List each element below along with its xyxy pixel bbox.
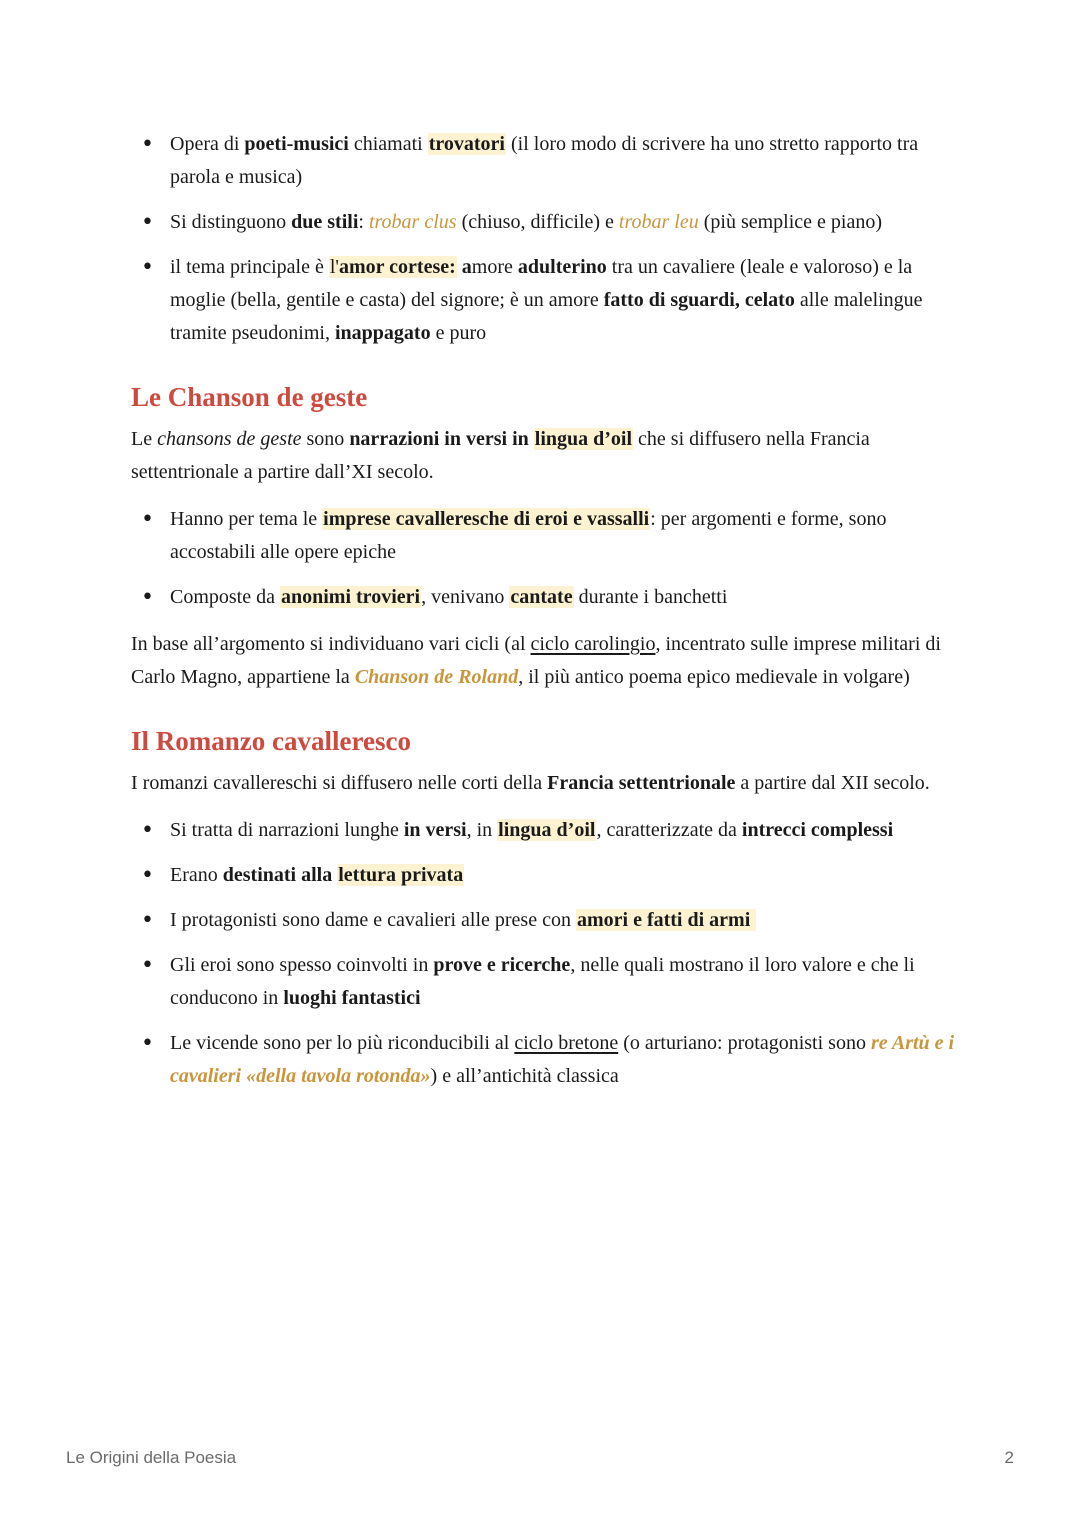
list-item: • Si tratta di narrazioni lunghe in versi, in lingua d’oil, caratterizzate da intrecci complessi [131,814,961,847]
section-heading: Le Chanson de geste [131,382,368,412]
list-item: • Erano destinati alla lettura privata [131,859,961,892]
list-item: • Si distinguono due stili: trobar clus (chiuso, difficile) e trobar leu (più semplice e piano) [131,206,961,239]
chanson-list [131,503,961,614]
section-heading: Il Romanzo cavalleresco [131,726,411,756]
paragraph: I romanzi cavallereschi si diffusero nelle corti della Francia settentrionale a partire dal XII secolo. [131,772,930,794]
page-number: 2 [1004,1448,1014,1467]
list-item: • Hanno per tema le imprese cavalleresche di eroi e vassalli: per argomenti e forme, sono accostabili alle opere epiche [131,503,961,569]
list-item: • il tema principale è l'amor cortese: amore adulterino tra un cavaliere (leale e valoroso) e la moglie (bella, gentile e casta) del signore; è un amore fatto di sguardi, celato alle malelingue tramite pseudonimi, inappagato e puro [131,251,961,350]
trovatori-list [131,128,961,350]
list-item: • Composte da anonimi trovieri, venivano cantate durante i banchetti [131,581,961,614]
paragraph: In base all’argomento si individuano vari cicli (al ciclo carolingio, incentrato sulle imprese militari di Carlo Magno, appartiene la Chanson de Roland, il più antico poema epico medievale in volgare) [131,633,941,688]
page-footer [66,1448,1014,1468]
list-item: • Opera di poeti-musici chiamati trovatori (il loro modo di scrivere ha uno stretto rapporto tra parola e musica) [131,128,961,194]
paragraph: Le chansons de geste sono narrazioni in versi in lingua d’oil che si diffusero nella Francia settentrionale a partire dall’XI secolo. [131,428,870,483]
list-item: • Gli eroi sono spesso coinvolti in prove e ricerche, nelle quali mostrano il loro valore e che li conducono in luoghi fantastici [131,949,961,1015]
list-item: • Le vicende sono per lo più riconducibili al ciclo bretone (o arturiano: protagonisti sono re Artù e i cavalieri «della tavola rotonda») e all’antichità classica [131,1027,961,1093]
romanzo-list [131,814,961,1093]
list-item: • I protagonisti sono dame e cavalieri alle prese con amori e fatti di armi [131,904,961,937]
document-body [131,128,961,1093]
footer-title: Le Origini della Poesia [66,1448,237,1467]
